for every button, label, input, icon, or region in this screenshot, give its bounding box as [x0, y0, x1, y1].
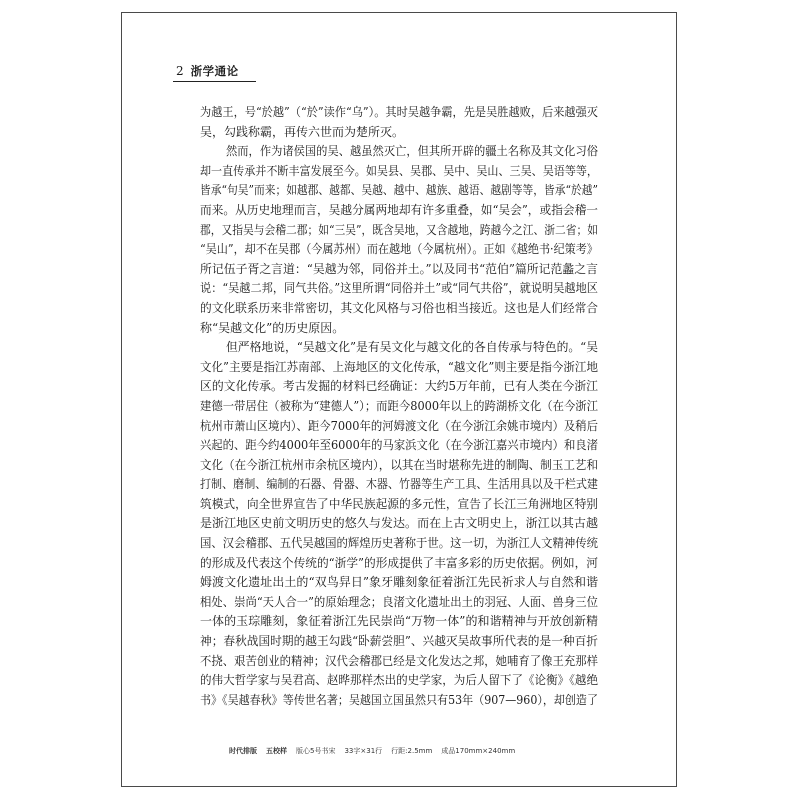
line-text: 所记伍子胥之言道：“吴越为邻，同俗并土。”以及同书“范伯”篇所记范蠡之言: [200, 261, 598, 276]
line-text: “吴山”，却不在吴郡（今属苏州）而在越地（今属杭州）。正如《越绝书·纪策考》: [200, 242, 598, 257]
text-line: [200, 456, 598, 476]
line-text: 郡，又指吴与会稽二郡；如“三吴”，既含吴地，又含越地，跨越今之江、浙二省；如: [200, 222, 598, 237]
body-text: [200, 103, 598, 710]
paragraph: [200, 103, 598, 142]
text-line: [200, 554, 598, 574]
line-text: 的伟大哲学家与吴君高、赵晔那样杰出的史学家，为后人留下了《论衡》《越绝: [200, 673, 598, 688]
text-line: [200, 632, 598, 652]
line-text: 建德一带居住（被称为“建德人”）；而距今8000年以上的跨湖桥文化（在今浙江: [200, 398, 598, 413]
text-line: [200, 181, 598, 201]
running-head: [176, 63, 239, 80]
footer-item: 时代排版: [229, 747, 257, 755]
line-text: 皆承“句吴”而来；如越郡、越都、吴越、越中、越族、越语、越剧等等，皆承“於越”: [200, 183, 598, 198]
line-text: 神；春秋战国时期的越王勾践“卧薪尝胆”、兴越灭吴故事所代表的是一种百折: [200, 634, 598, 649]
line-text: 杭州市萧山区境内）、距今7000年的河姆渡文化（在今浙江余姚市境内）及稍后: [200, 418, 598, 433]
line-text: 兴起的、距今约4000年至6000年的马家浜文化（在今浙江嘉兴市境内）和良渚: [200, 438, 598, 453]
line-text: 打制、磨制、编制的石器、骨器、木器、竹器等生产工具、生活用具以及干栏式建: [200, 477, 598, 492]
line-text: 书》《吴越春秋》等传世名著；吴越国立国虽然只有53年（907—960），却创造了: [200, 692, 598, 707]
line-text: 一体的玉琮雕刻，象征着浙江先民崇尚“万物一体”的和谐精神与开放创新精: [200, 614, 599, 629]
line-text: 区的文化传承。考古发掘的材料已经确证：大约5万年前，已有人类在今浙江: [200, 379, 598, 394]
text-line: [200, 201, 598, 221]
text-line: [200, 593, 598, 613]
text-line: [200, 573, 598, 593]
line-text: 然而，作为诸侯国的吴、越虽然灭亡，但其所开辟的疆土名称及其文化习俗: [226, 144, 598, 159]
text-line: [200, 417, 598, 437]
text-line: [226, 338, 598, 358]
paragraph: [200, 338, 598, 710]
line-text: 的文化联系历来非常密切，其文化风格与习俗也相当接近。这也是人们经常合: [200, 300, 598, 315]
line-text: 为越王，号“於越”（“於”读作“乌”）。其时吴越争霸，先是吴胜越败，后来越强灭: [200, 105, 598, 119]
footer-item: 33字×31行: [344, 747, 383, 755]
footer-item: 行距:2.5mm: [391, 747, 433, 755]
text-line: [200, 671, 598, 691]
text-line: [200, 319, 598, 339]
text-line: [200, 123, 598, 143]
line-text: 说：“吴越二邦，同气共俗。”这里所谓“同俗并土”或“同气共俗”，就说明吴越地区: [200, 281, 598, 296]
text-line: [200, 162, 598, 182]
text-line: [200, 397, 598, 417]
text-line: [200, 495, 598, 515]
line-text: 文化（在今浙江杭州市余杭区境内），以其在当时堪称先进的制陶、制玉工艺和: [200, 457, 598, 472]
text-line: [200, 299, 598, 319]
line-text: 是浙江地区史前文明历史的悠久与发达。而在上古文明史上，浙江以其古越: [200, 516, 599, 531]
text-line: [200, 260, 598, 280]
line-text: 但严格地说，“吴越文化”是有吴文化与越文化的各自传承与特色的。“吴: [226, 340, 598, 355]
text-line: [200, 691, 598, 711]
text-line: [200, 358, 598, 378]
text-line: [200, 103, 598, 123]
line-text: 筑模式，向全世界宣告了中华民族起源的多元性，宣告了长江三角洲地区特别: [200, 496, 598, 511]
line-text: 国、汉会稽郡、五代吴越国的辉煌历史著称于世。这一切，为浙江人文精神传统: [200, 536, 598, 551]
footer-item: 版心5号书宋: [296, 747, 336, 755]
text-line: [200, 240, 598, 260]
line-text: 的形成及代表这个传统的“浙学”的形成提供了丰富多彩的历史依据。例如，河: [200, 555, 598, 570]
text-line: [200, 377, 598, 397]
print-footer: [229, 746, 515, 757]
text-line: [200, 279, 598, 299]
line-text: 文化”主要是指江苏南部、上海地区的文化传承，“越文化”则主要是指今浙江地: [200, 359, 598, 374]
book-title: 浙学通论: [190, 64, 239, 78]
line-text: 姆渡文化遗址出土的“双鸟舁日”象牙雕刻象征着浙江先民祈求人与自然和谐: [200, 575, 599, 590]
footer-item: 成品170mm×240mm: [441, 747, 516, 755]
page-number: 2: [176, 64, 184, 78]
line-text: 却一直传承并不断丰富发展至今。如吴县、吴郡、吴中、吴山、三吴、吴语等等，: [200, 163, 598, 178]
paragraph: [200, 142, 598, 338]
text-line: [200, 475, 598, 495]
line-text: 称“吴越文化”的历史原因。: [200, 320, 345, 335]
line-text: 相处、崇尚“天人合一”的原始理念；良渚文化遗址出土的羽冠、人面、兽身三位: [200, 594, 598, 609]
line-text: 而来。从历史地理而言，吴越分属两地却有许多重叠，如“吴会”，或指会稽一: [200, 202, 598, 217]
text-line: [200, 221, 598, 241]
text-line: [200, 534, 598, 554]
line-text: 吴，勾践称霸，再传六世而为楚所灭。: [200, 124, 405, 139]
footer-item: 五校样: [266, 747, 287, 755]
text-line: [200, 514, 598, 534]
line-text: 不挠、艰苦创业的精神；汉代会稽郡已经是文化发达之邦，她哺育了像王充那样: [200, 653, 598, 668]
text-line: [226, 142, 598, 162]
header-rule: [173, 81, 256, 82]
text-line: [200, 612, 598, 632]
text-line: [200, 652, 598, 672]
text-line: [200, 436, 598, 456]
